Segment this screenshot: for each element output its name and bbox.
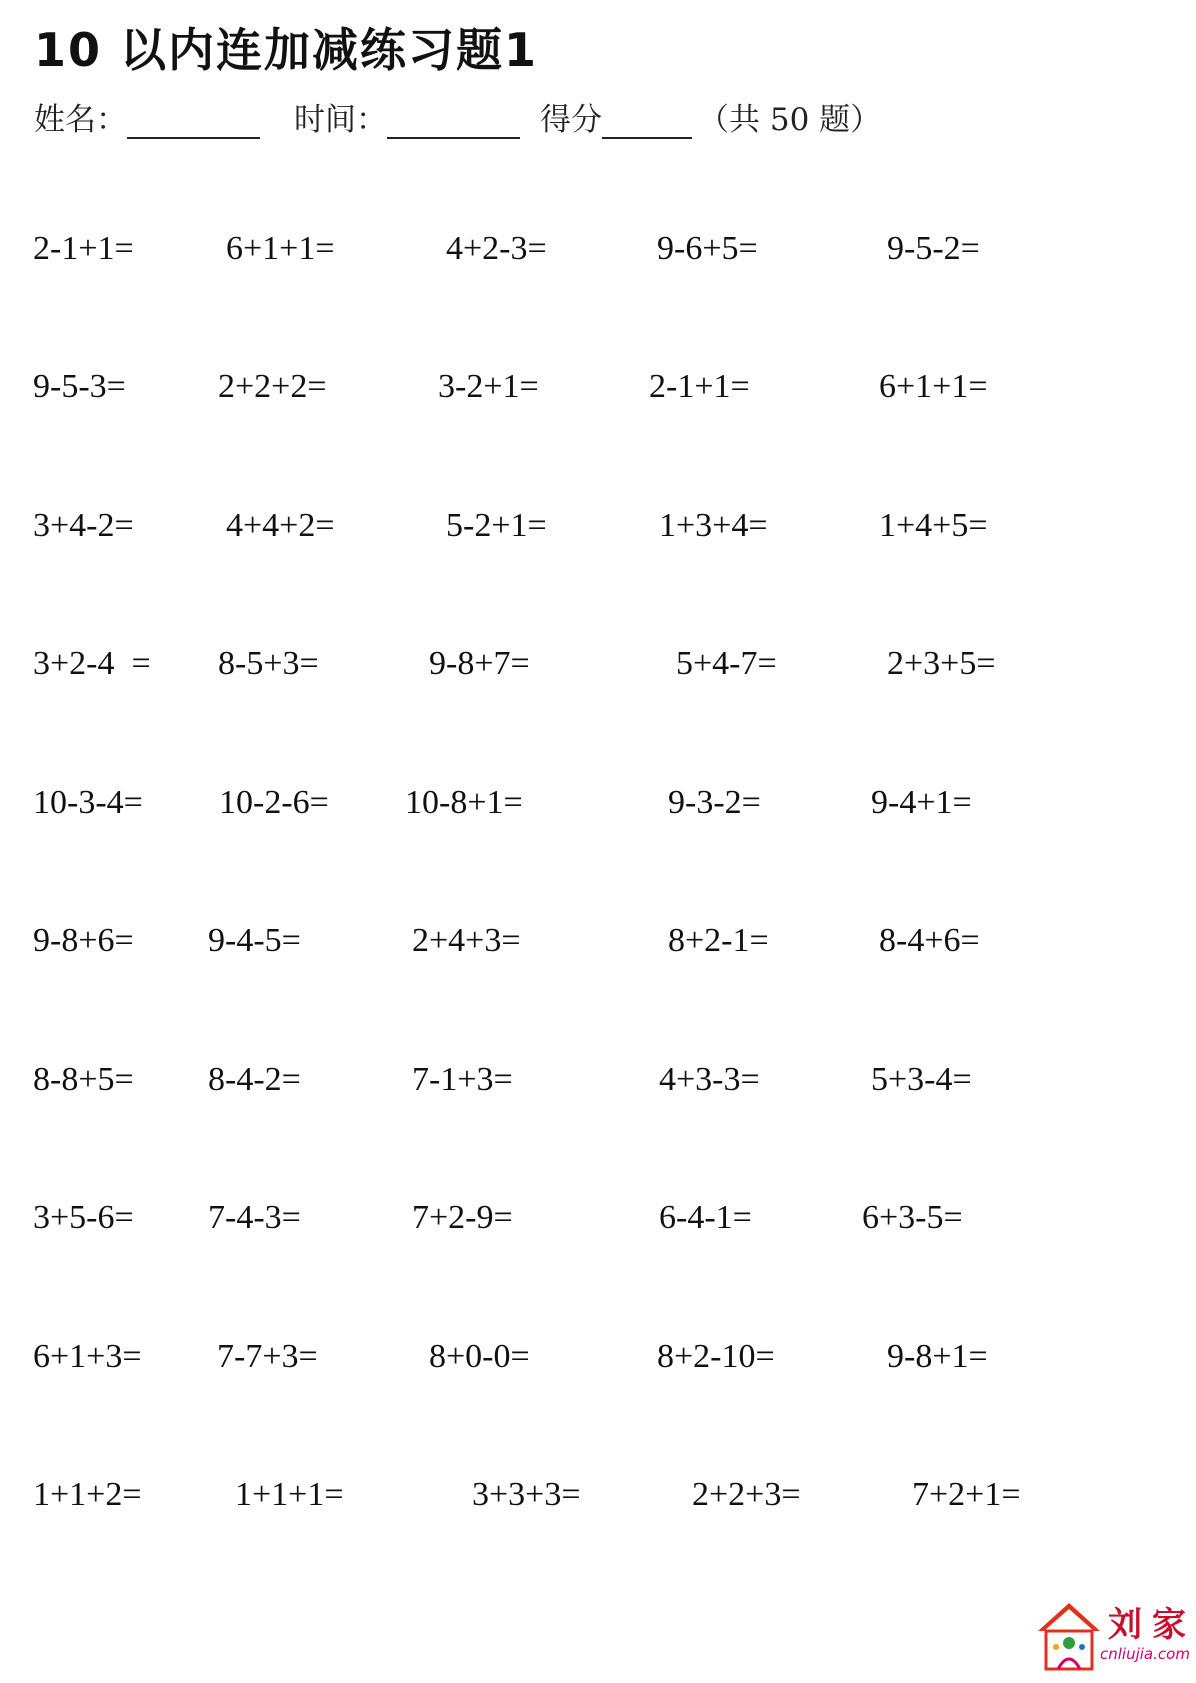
- problem: 7-1+3=: [412, 1061, 513, 1098]
- problem: 2+4+3=: [412, 922, 521, 959]
- problem: 1+1+1=: [235, 1476, 344, 1513]
- problem: 6-4-1=: [659, 1199, 752, 1236]
- problem: 9-3-2=: [668, 784, 761, 821]
- problem: 2+2+3=: [692, 1476, 801, 1513]
- problem: 9-5-2=: [887, 230, 980, 267]
- problem: 9-6+5=: [657, 230, 758, 267]
- problem: 1+4+5=: [879, 507, 988, 544]
- problem: 7-7+3=: [217, 1338, 318, 1375]
- problem: 6+1+3=: [33, 1338, 142, 1375]
- name-label: 姓名：: [34, 102, 127, 138]
- house-icon: [1034, 1599, 1104, 1679]
- problem: 7+2-9=: [412, 1199, 513, 1236]
- problem: 9-8+1=: [887, 1338, 988, 1375]
- problem: 9-5-3=: [33, 368, 126, 405]
- problem: 1+3+4=: [659, 507, 768, 544]
- total-note: （共 50 题）: [698, 102, 882, 138]
- problem: 10-8+1=: [405, 784, 523, 821]
- problem: 5+4-7=: [676, 645, 777, 682]
- problem: 9-4-5=: [208, 922, 301, 959]
- problem: 3+2-4 =: [33, 645, 151, 682]
- problem: 4+2-3=: [446, 230, 547, 267]
- worksheet-title: 10 以内连加减练习题1: [34, 23, 539, 77]
- problem: 2-1+1=: [649, 368, 750, 405]
- problem: 8-4-2=: [208, 1061, 301, 1098]
- problem: 2+3+5=: [887, 645, 996, 682]
- problem: 4+3-3=: [659, 1061, 760, 1098]
- time-label: 时间：: [294, 102, 387, 138]
- problem: 3+3+3=: [472, 1476, 581, 1513]
- problem: 1+1+2=: [33, 1476, 142, 1513]
- problem: 4+4+2=: [226, 507, 335, 544]
- problem: 2+2+2=: [218, 368, 327, 405]
- problem: 9-4+1=: [871, 784, 972, 821]
- score-label: 得分: [540, 102, 602, 138]
- problem: 8-4+6=: [879, 922, 980, 959]
- logo-text: 刘家: [1108, 1605, 1196, 1645]
- problem: 7-4-3=: [208, 1199, 301, 1236]
- problem: 6+1+1=: [226, 230, 335, 267]
- problem: 6+1+1=: [879, 368, 988, 405]
- problem: 3+4-2=: [33, 507, 134, 544]
- problem: 10-2-6=: [219, 784, 329, 821]
- problem: 2-1+1=: [33, 230, 134, 267]
- problem: 8+2-10=: [657, 1338, 775, 1375]
- problem: 8+0-0=: [429, 1338, 530, 1375]
- problem: 8-5+3=: [218, 645, 319, 682]
- problem: 5+3-4=: [871, 1061, 972, 1098]
- problem: 10-3-4=: [33, 784, 143, 821]
- logo-subtext: cnliujia.com: [1100, 1645, 1190, 1663]
- problem: 3-2+1=: [438, 368, 539, 405]
- problem: 6+3-5=: [862, 1199, 963, 1236]
- problem: 5-2+1=: [446, 507, 547, 544]
- problem: 9-8+6=: [33, 922, 134, 959]
- problem: 3+5-6=: [33, 1199, 134, 1236]
- problem: 8+2-1=: [668, 922, 769, 959]
- site-logo: [1030, 1595, 1196, 1683]
- problem: 7+2+1=: [912, 1476, 1021, 1513]
- problem: 9-8+7=: [429, 645, 530, 682]
- problem: 8-8+5=: [33, 1061, 134, 1098]
